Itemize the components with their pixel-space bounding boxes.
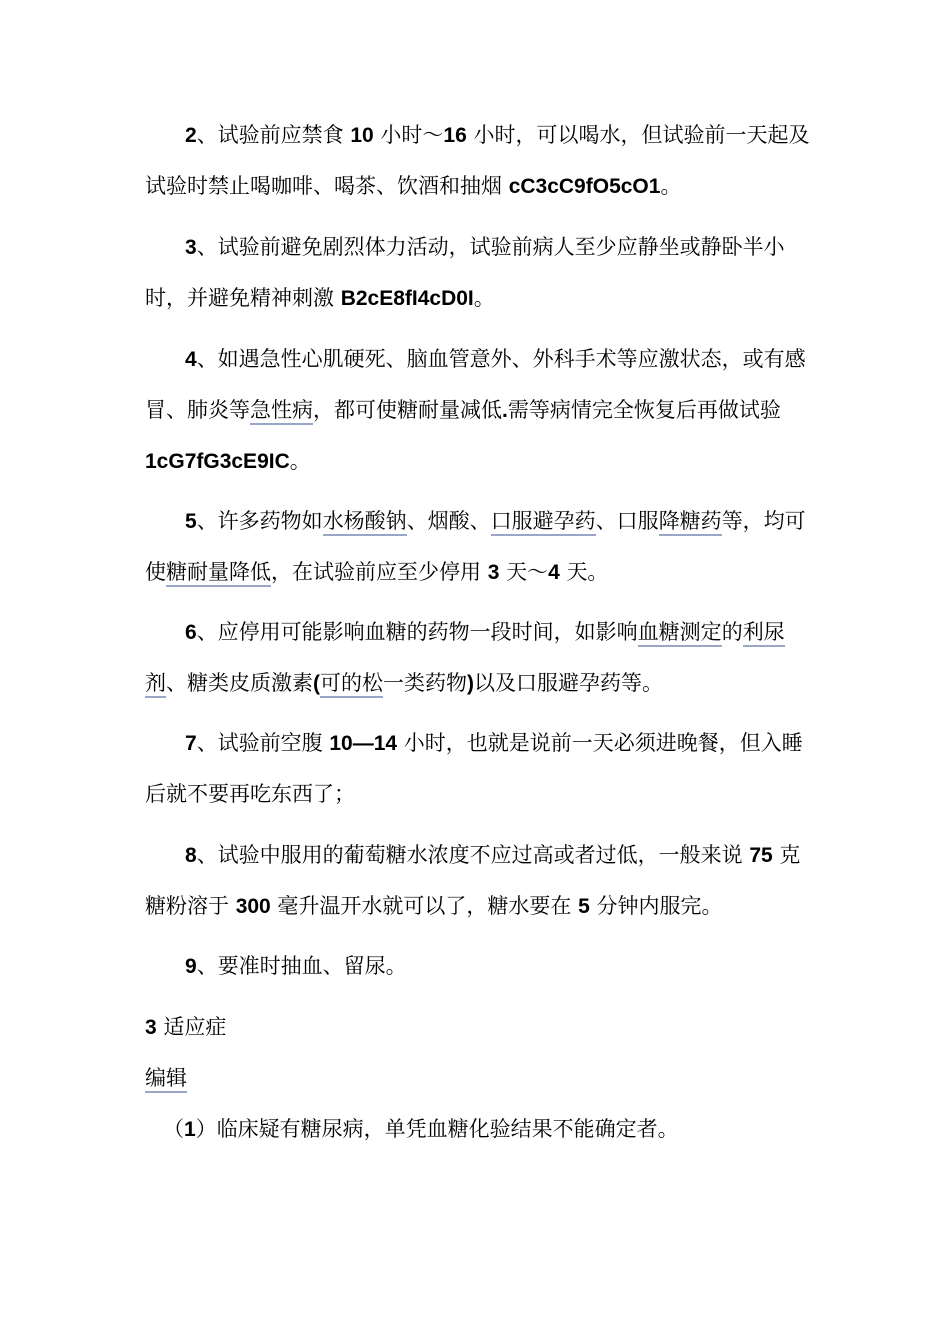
edit-row [145, 1053, 810, 1104]
paragraph-8 [145, 830, 810, 932]
link-cortisone[interactable]: 可的松 [320, 671, 383, 698]
item-number: 6 [185, 621, 197, 644]
text: 的 [721, 620, 743, 644]
item-number: 9 [185, 955, 197, 978]
text: 小时，可以喝水，但试验前一天起及试验时禁止喝咖啡、喝茶、饮酒和抽烟 [145, 123, 810, 198]
code-text: 1cG7fG3cE9IC [145, 450, 290, 473]
paragraph-2 [145, 110, 810, 212]
section-number: 3 [145, 1016, 157, 1039]
code-text: B2cE8fI4cD0I [340, 287, 474, 310]
text: . [502, 399, 508, 422]
text: 。 [473, 286, 495, 310]
number: 75 [749, 844, 773, 867]
list-item-1 [145, 1104, 810, 1155]
number: 16 [443, 124, 467, 147]
link-sodium-salicylate[interactable]: 水杨酸钠 [323, 509, 407, 536]
text: ，在试验前应至少停用 [271, 560, 481, 584]
text: 、许多药物如 [196, 509, 323, 533]
text: 天～ [506, 560, 549, 584]
code-text: cC3cC9fO5cO1 [508, 175, 661, 198]
text: 等，均可使 [145, 509, 806, 584]
text: 。 [660, 174, 682, 198]
item-number: 8 [185, 844, 197, 867]
paragraph-6 [145, 607, 810, 709]
number: 10 [350, 124, 374, 147]
text: 一类药物 [383, 671, 467, 695]
number: 300 [235, 895, 271, 918]
text: 克糖粉溶于 [145, 843, 801, 918]
text: ，都可使糖耐量减低 [313, 398, 502, 422]
paren: （ [163, 1117, 184, 1141]
text: ) [467, 672, 474, 695]
text: 以及口服避孕药等。 [474, 671, 663, 695]
item-number: 3 [185, 236, 197, 259]
paragraph-7 [145, 718, 810, 820]
text: 临床疑有糖尿病，单凭血糖化验结果不能确定者。 [216, 1117, 679, 1141]
link-impaired-glucose-tolerance[interactable]: 糖耐量降低 [166, 560, 271, 587]
text: 、试验前空腹 [196, 731, 323, 755]
text: 、试验中服用的葡萄糖水浓度不应过高或者过低，一般来说 [196, 843, 743, 867]
link-blood-glucose-test[interactable]: 血糖测定 [638, 620, 722, 647]
paragraph-5 [145, 496, 810, 598]
item-number: 5 [185, 510, 197, 533]
text: 、口服 [595, 509, 659, 533]
text: 需等病情完全恢复后再做试验 [507, 398, 781, 422]
link-acute-disease[interactable]: 急性病 [250, 398, 313, 425]
text: 。 [289, 449, 311, 473]
item-number: 4 [185, 348, 197, 371]
item-number: 1 [184, 1118, 196, 1141]
text: 、应停用可能影响血糖的药物一段时间，如影响 [196, 620, 638, 644]
number: 5 [578, 895, 590, 918]
text: 、试验前避免剧烈体力活动，试验前病人至少应静坐或静卧半小时，并避免精神刺激 [145, 235, 785, 310]
paragraph-4 [145, 334, 810, 487]
text: ( [313, 672, 320, 695]
link-hypoglycemic-drug[interactable]: 降糖药 [659, 509, 722, 536]
text: 天。 [566, 560, 609, 584]
text: 毫升温开水就可以了，糖水要在 [277, 894, 572, 918]
text: 小时～ [380, 123, 444, 147]
text: 、糖类皮质激素 [166, 671, 313, 695]
text: 、烟酸、 [406, 509, 491, 533]
paragraph-3 [145, 222, 810, 324]
paren: ） [195, 1117, 217, 1141]
number: 4 [548, 561, 560, 584]
text: 、试验前应禁食 [196, 123, 344, 147]
text: 小时，也就是说前一天必须进晚餐，但入睡后就不要再吃东西了； [145, 731, 803, 806]
item-number: 7 [185, 732, 197, 755]
text: 、要准时抽血、留尿。 [196, 954, 407, 978]
link-diuretic[interactable]: 利尿剂 [145, 620, 785, 698]
link-oral-contraceptive[interactable]: 口服避孕药 [491, 509, 596, 536]
section-heading [145, 1002, 810, 1053]
paragraph-9 [145, 941, 810, 992]
text: 、如遇急性心肌硬死、脑血管意外、外科手术等应激状态，或有感冒、肺炎等 [145, 347, 806, 422]
number: 10—14 [329, 732, 398, 755]
edit-link[interactable]: 编辑 [145, 1066, 187, 1093]
section-title: 适应症 [163, 1015, 227, 1039]
text: 分钟内服完。 [596, 894, 723, 918]
item-number: 2 [185, 124, 197, 147]
number: 3 [487, 561, 500, 584]
